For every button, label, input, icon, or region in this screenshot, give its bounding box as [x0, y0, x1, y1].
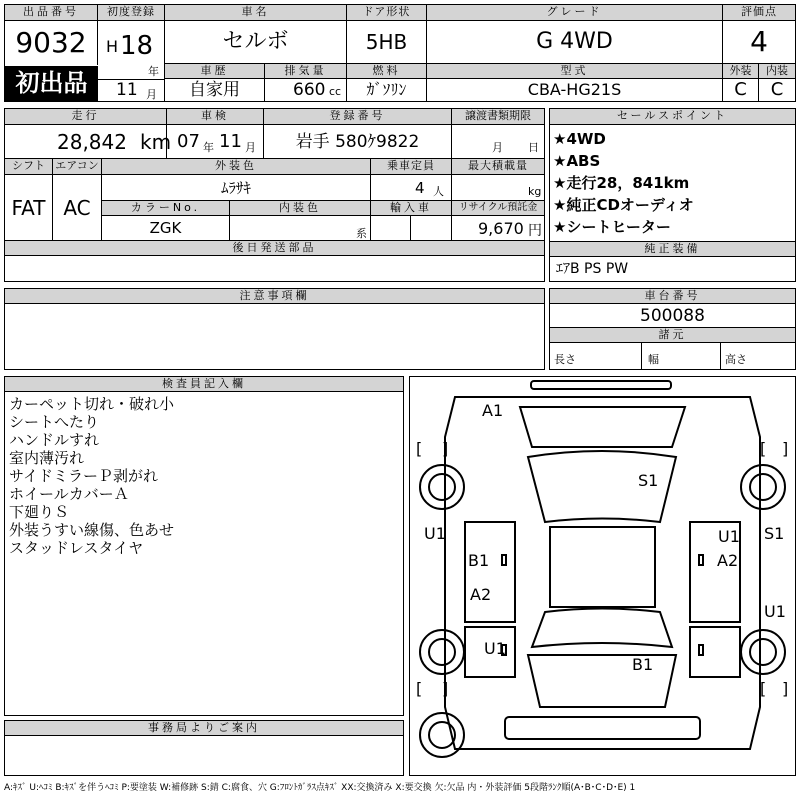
later-parts-value — [5, 256, 544, 281]
load-unit: kg — [528, 185, 542, 198]
notes-label: 注意事項欄 — [5, 289, 544, 304]
chassis-label: 車台番号 — [550, 289, 795, 304]
displacement-cell — [265, 79, 347, 101]
damage-mark: U1 — [484, 639, 506, 658]
load-label: 最大積載量 — [452, 159, 544, 175]
interior-score: C — [770, 79, 784, 100]
damage-diagram — [409, 376, 796, 776]
spec-label: 諸元 — [550, 328, 795, 343]
history-label: 車歴 — [165, 64, 265, 79]
damage-mark: U1 — [718, 527, 740, 546]
reg-month: 11 — [116, 80, 138, 100]
shift-label: シフト — [5, 159, 53, 175]
recycle: 9,670 — [478, 219, 524, 238]
tire-bracket: ] — [782, 679, 789, 698]
tire-bracket: ] — [442, 679, 449, 698]
first-listing-badge: 初出品 — [5, 66, 98, 101]
car-name: セルボ — [165, 21, 347, 63]
recycle-unit: 円 — [528, 223, 542, 239]
damage-mark: A1 — [482, 401, 504, 420]
mileage-cell — [5, 125, 172, 159]
insp-month-unit: 月 — [245, 141, 256, 154]
import-cell-a — [371, 216, 411, 241]
selling-point-item: ★4WD — [553, 130, 606, 148]
transfer-cell — [452, 125, 544, 159]
inspector-note: 外装うすい線傷、色あせ — [9, 521, 175, 539]
ac-label: エアコン — [53, 159, 102, 175]
fuel-label: 燃料 — [347, 64, 427, 79]
first-reg-label: 初度登録 — [98, 5, 165, 21]
mileage-unit: km — [140, 130, 172, 154]
mileage: 28,842 — [57, 130, 127, 154]
door-type: 5HB — [347, 21, 427, 63]
color-no: ZGK — [102, 216, 230, 241]
selling-point-item: ★ABS — [553, 152, 601, 170]
equipment: ｴｱB PS PW — [556, 261, 629, 277]
color: ﾑﾗｻｷ — [102, 175, 371, 201]
door-label: ドア形状 — [347, 5, 427, 21]
score-label: 評価点 — [723, 5, 795, 21]
inspection-label: 車検 — [167, 109, 264, 125]
inspector-note: ホイールカバーＡ — [9, 485, 129, 503]
mileage-label: 走行 — [5, 109, 167, 125]
displacement-label: 排気量 — [265, 64, 347, 79]
damage-mark: B1 — [632, 655, 654, 674]
plate-label: 登録番号 — [264, 109, 452, 125]
car-name-label: 車名 — [165, 5, 347, 21]
import-label: 輸入車 — [371, 201, 452, 216]
capacity-unit: 人 — [433, 185, 444, 198]
reg-year: 18 — [120, 31, 154, 61]
model: CBA-HG21S — [427, 79, 723, 101]
tire-bracket: ] — [782, 439, 789, 458]
damage-mark: A2 — [717, 551, 739, 570]
color-no-label: カラーNo. — [102, 201, 230, 216]
reg-month-cell — [98, 79, 165, 101]
reg-year-unit: 年 — [148, 65, 159, 78]
fuel: ｶﾞｿﾘﾝ — [347, 79, 427, 101]
lot-label: 出品番号 — [5, 5, 98, 21]
exterior-label: 外装 — [723, 64, 759, 79]
later-parts-label: 後日発送部品 — [5, 241, 544, 256]
grade-label: グレード — [427, 5, 723, 21]
damage-mark: U1 — [424, 524, 446, 543]
transfer-month-unit: 月 — [492, 141, 503, 154]
model-label: 型式 — [427, 64, 723, 79]
inspection-cell — [167, 125, 264, 159]
inspector-note: スタッドレスタイヤ — [9, 539, 144, 557]
inspector-note: カーペット切れ・破れ小 — [9, 395, 175, 413]
capacity: 4 — [415, 179, 425, 197]
interior-color-unit: 系 — [356, 227, 367, 240]
reg-month-unit: 月 — [146, 88, 157, 101]
tire-bracket: [ — [760, 679, 767, 698]
inspector-note: 室内薄汚れ — [9, 449, 85, 467]
inspector-note: サイドミラーＰ剥がれ — [9, 467, 158, 485]
tire-bracket: ] — [442, 439, 449, 458]
inspector-note: シートへたり — [9, 413, 100, 431]
era: H — [106, 37, 119, 56]
selling-point-item: ★走行28，841km — [553, 174, 690, 192]
insp-year-unit: 年 — [203, 141, 214, 154]
width-label: 幅 — [642, 343, 721, 369]
plate: 岩手 580ｹ9822 — [264, 125, 452, 159]
lot-number: 9032 — [5, 21, 98, 65]
first-reg-cell — [98, 21, 165, 79]
tire-bracket: [ — [416, 439, 423, 458]
interior-color-cell — [230, 216, 371, 241]
selling-points-list — [553, 128, 793, 240]
length-label: 長さ — [550, 343, 642, 369]
interior-label: 内装 — [759, 64, 795, 79]
inspector-notes — [9, 395, 399, 695]
insp-year: 07 — [177, 131, 200, 152]
transfer-day-unit: 日 — [528, 141, 539, 154]
load-cell — [452, 175, 544, 201]
damage-legend: A:ｷｽﾞ U:ﾍｺﾐ B:ｷｽﾞを伴うﾍｺﾐ P:要塗装 W:補修跡 S:錆 C:腐食、穴 G:ﾌﾛﾝﾄｶﾞﾗｽ点ｷｽﾞ XX:交換済み X:要交換 欠:欠品 内・外装評価 5段階ﾗﾝｸ順(A･B･C･D･E) 1 — [4, 783, 636, 793]
tire-bracket: [ — [416, 679, 423, 698]
equipment-label: 純正装備 — [550, 241, 795, 257]
score: 4 — [750, 25, 768, 58]
displacement-unit: cc — [329, 85, 342, 98]
inspector-label: 検査員記入欄 — [5, 377, 403, 392]
recycle-label: リサイクル預託金 — [452, 201, 544, 216]
ac: AC — [53, 175, 102, 241]
grade: G 4WD — [427, 21, 723, 63]
interior-color-label: 内装色 — [230, 201, 371, 216]
selling-point-item: ★純正CDオーディオ — [553, 196, 694, 214]
damage-mark: B1 — [468, 551, 490, 570]
selling-point-item: ★シートヒーター — [553, 218, 671, 236]
capacity-cell — [371, 175, 452, 201]
office-label: 事務局よりご案内 — [5, 721, 403, 736]
history: 自家用 — [165, 79, 265, 101]
inspector-note: 下廻りＳ — [9, 503, 70, 521]
damage-mark: U1 — [764, 602, 786, 621]
exterior-score: C — [723, 79, 759, 101]
color-label: 外装色 — [102, 159, 371, 175]
displacement: 660 — [293, 80, 326, 100]
inspector-note: ハンドルすれ — [9, 431, 100, 449]
damage-mark: A2 — [470, 585, 492, 604]
damage-mark: S1 — [764, 524, 785, 543]
damage-mark: S1 — [638, 471, 659, 490]
capacity-label: 乗車定員 — [371, 159, 452, 175]
chassis-number: 500088 — [550, 304, 795, 328]
tire-bracket: [ — [760, 439, 767, 458]
selling-points-label: セールスポイント — [550, 109, 795, 125]
height-label: 高さ — [725, 353, 747, 366]
transfer-label: 譲渡書類期限 — [452, 109, 544, 125]
shift: FAT — [5, 175, 53, 241]
import-cell-b — [411, 216, 452, 241]
insp-month: 11 — [219, 131, 242, 152]
recycle-cell — [452, 216, 544, 241]
car-outline-diagram — [410, 377, 795, 775]
